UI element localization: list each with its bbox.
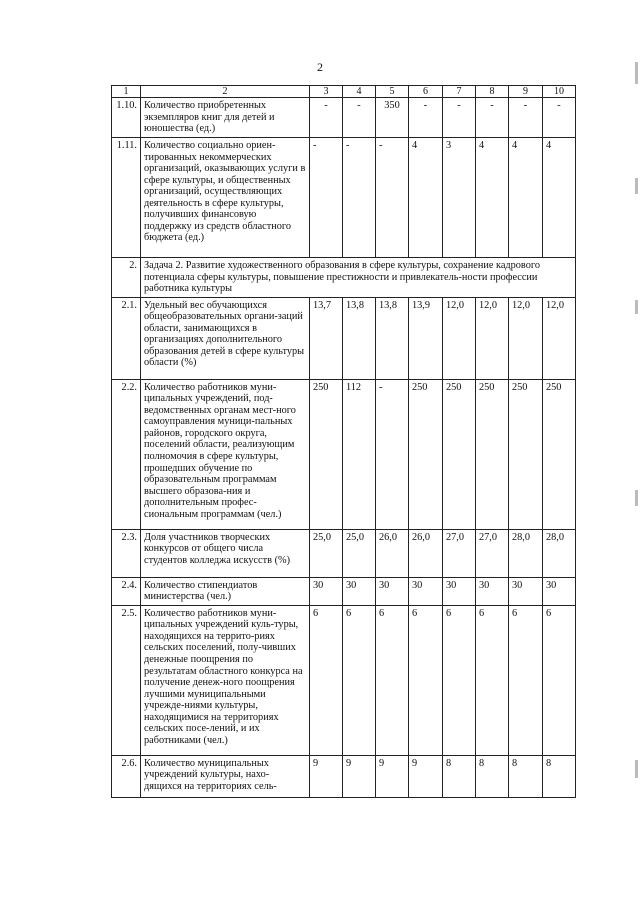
value-cell: 9 xyxy=(343,755,376,797)
value-cell: 12,0 xyxy=(509,297,543,379)
value-cell: 8 xyxy=(543,755,576,797)
value-cell: 30 xyxy=(443,577,476,605)
value-cell: 30 xyxy=(543,577,576,605)
value-cell: 26,0 xyxy=(376,529,409,577)
value-cell: 25,0 xyxy=(310,529,343,577)
value-cell: 4 xyxy=(543,138,576,258)
row-number: 2. xyxy=(112,258,141,298)
indicator-name: Количество работников муни-ципальных учреждений куль-туры, находящихся на террито-риях сельских поселений, полу-чивших денежные поощрения по результатам областного конкурса на получение денеж-ного поощрения лучшими муниципальными учрежде-ниями культуры, находящимися на территориях сельских посе-лений, и их работниками (чел.) xyxy=(141,605,310,755)
row-number: 2.3. xyxy=(112,529,141,577)
indicator-name: Удельный вес обучающихся общеобразовательных органи-заций области, занимающихся в организациях дополнительного образования детей в сфере культуры области (%) xyxy=(141,297,310,379)
value-cell: 6 xyxy=(443,605,476,755)
header-cell: 1 xyxy=(112,86,141,98)
table-row xyxy=(112,577,576,605)
header-cell: 6 xyxy=(409,86,443,98)
value-cell: 27,0 xyxy=(443,529,476,577)
table-row xyxy=(112,138,576,258)
indicator-name: Количество муниципальных учреждений культуры, нахо-дящихся на территориях сель- xyxy=(141,755,310,797)
value-cell: 30 xyxy=(376,577,409,605)
scan-artifact xyxy=(635,760,638,778)
value-cell: 350 xyxy=(376,98,409,138)
header-cell: 7 xyxy=(443,86,476,98)
header-cell: 9 xyxy=(509,86,543,98)
row-number: 2.1. xyxy=(112,297,141,379)
value-cell: 6 xyxy=(409,605,443,755)
table-row xyxy=(112,755,576,797)
value-cell: 6 xyxy=(543,605,576,755)
value-cell: - xyxy=(443,98,476,138)
value-cell: - xyxy=(310,138,343,258)
value-cell: - xyxy=(343,98,376,138)
value-cell: 27,0 xyxy=(476,529,509,577)
value-cell: 250 xyxy=(443,379,476,529)
indicator-name: Количество приобретенных экземпляров книг для детей и юношества (ед.) xyxy=(141,98,310,138)
header-cell: 8 xyxy=(476,86,509,98)
value-cell: 6 xyxy=(509,605,543,755)
value-cell: 250 xyxy=(476,379,509,529)
value-cell: 4 xyxy=(409,138,443,258)
value-cell: 9 xyxy=(409,755,443,797)
value-cell: 4 xyxy=(509,138,543,258)
value-cell: 8 xyxy=(476,755,509,797)
value-cell: 12,0 xyxy=(443,297,476,379)
header-cell: 3 xyxy=(310,86,343,98)
row-number: 2.2. xyxy=(112,379,141,529)
value-cell: 26,0 xyxy=(409,529,443,577)
value-cell: 13,8 xyxy=(376,297,409,379)
scan-artifact xyxy=(635,490,638,506)
value-cell: 8 xyxy=(443,755,476,797)
indicator-name: Количество социально ориен-тированных некоммерческих организаций, оказывающих услуги в сфере культуры, и общественных организаций, осуществляющих деятельность в сфере культуры, получивших финансовую поддержку из средств областного бюджета (ед.) xyxy=(141,138,310,258)
table-row xyxy=(112,529,576,577)
row-number: 2.6. xyxy=(112,755,141,797)
row-number: 1.11. xyxy=(112,138,141,258)
value-cell: 250 xyxy=(543,379,576,529)
table-header-row xyxy=(112,86,576,98)
value-cell: - xyxy=(409,98,443,138)
row-number: 2.5. xyxy=(112,605,141,755)
value-cell: - xyxy=(376,138,409,258)
indicators-table xyxy=(111,85,576,798)
value-cell: 250 xyxy=(409,379,443,529)
header-cell: 5 xyxy=(376,86,409,98)
row-number: 1.10. xyxy=(112,98,141,138)
value-cell: 30 xyxy=(509,577,543,605)
value-cell: 112 xyxy=(343,379,376,529)
table-row xyxy=(112,605,576,755)
table-row xyxy=(112,98,576,138)
value-cell: 250 xyxy=(509,379,543,529)
value-cell: - xyxy=(509,98,543,138)
value-cell: 4 xyxy=(476,138,509,258)
value-cell: - xyxy=(310,98,343,138)
value-cell: 3 xyxy=(443,138,476,258)
value-cell: 12,0 xyxy=(476,297,509,379)
scan-artifact xyxy=(635,178,638,194)
indicator-name: Доля участников творческих конкурсов от общего числа студентов колледжа искусств (%) xyxy=(141,529,310,577)
value-cell: 30 xyxy=(409,577,443,605)
value-cell: - xyxy=(376,379,409,529)
value-cell: 6 xyxy=(310,605,343,755)
value-cell: 9 xyxy=(376,755,409,797)
value-cell: 250 xyxy=(310,379,343,529)
value-cell: 6 xyxy=(476,605,509,755)
header-cell: 2 xyxy=(141,86,310,98)
value-cell: 28,0 xyxy=(509,529,543,577)
row-number: 2.4. xyxy=(112,577,141,605)
value-cell: 6 xyxy=(376,605,409,755)
value-cell: 28,0 xyxy=(543,529,576,577)
task-row xyxy=(112,258,576,298)
task-title: Задача 2. Развитие художественного образования в сфере культуры, сохранение кадрового потенциала сферы культуры, повышение престижности и привлекатель-ности профессии работника культуры xyxy=(141,258,576,298)
table-row xyxy=(112,379,576,529)
value-cell: 8 xyxy=(509,755,543,797)
value-cell: - xyxy=(476,98,509,138)
indicator-name: Количество работников муни-ципальных учреждений, под-ведомственных органам мест-ного самоуправления муници-пальных районов, городского округа, поселений области, реализующим полномочия в сфере культуры, прошедших обучение по образовательным программам высшего образова-ния и дополнительным профес-сиональным программам (чел.) xyxy=(141,379,310,529)
header-cell: 10 xyxy=(543,86,576,98)
header-cell: 4 xyxy=(343,86,376,98)
indicator-name: Количество стипендиатов министерства (чел.) xyxy=(141,577,310,605)
value-cell: 13,8 xyxy=(343,297,376,379)
value-cell: 30 xyxy=(476,577,509,605)
value-cell: - xyxy=(543,98,576,138)
value-cell: 13,7 xyxy=(310,297,343,379)
value-cell: 30 xyxy=(343,577,376,605)
scan-artifact xyxy=(635,300,638,314)
value-cell: 30 xyxy=(310,577,343,605)
table-row xyxy=(112,297,576,379)
value-cell: 9 xyxy=(310,755,343,797)
value-cell: 12,0 xyxy=(543,297,576,379)
value-cell: 6 xyxy=(343,605,376,755)
value-cell: 13,9 xyxy=(409,297,443,379)
value-cell: 25,0 xyxy=(343,529,376,577)
value-cell: - xyxy=(343,138,376,258)
page-number: 2 xyxy=(317,60,323,74)
scan-artifact xyxy=(635,62,638,84)
